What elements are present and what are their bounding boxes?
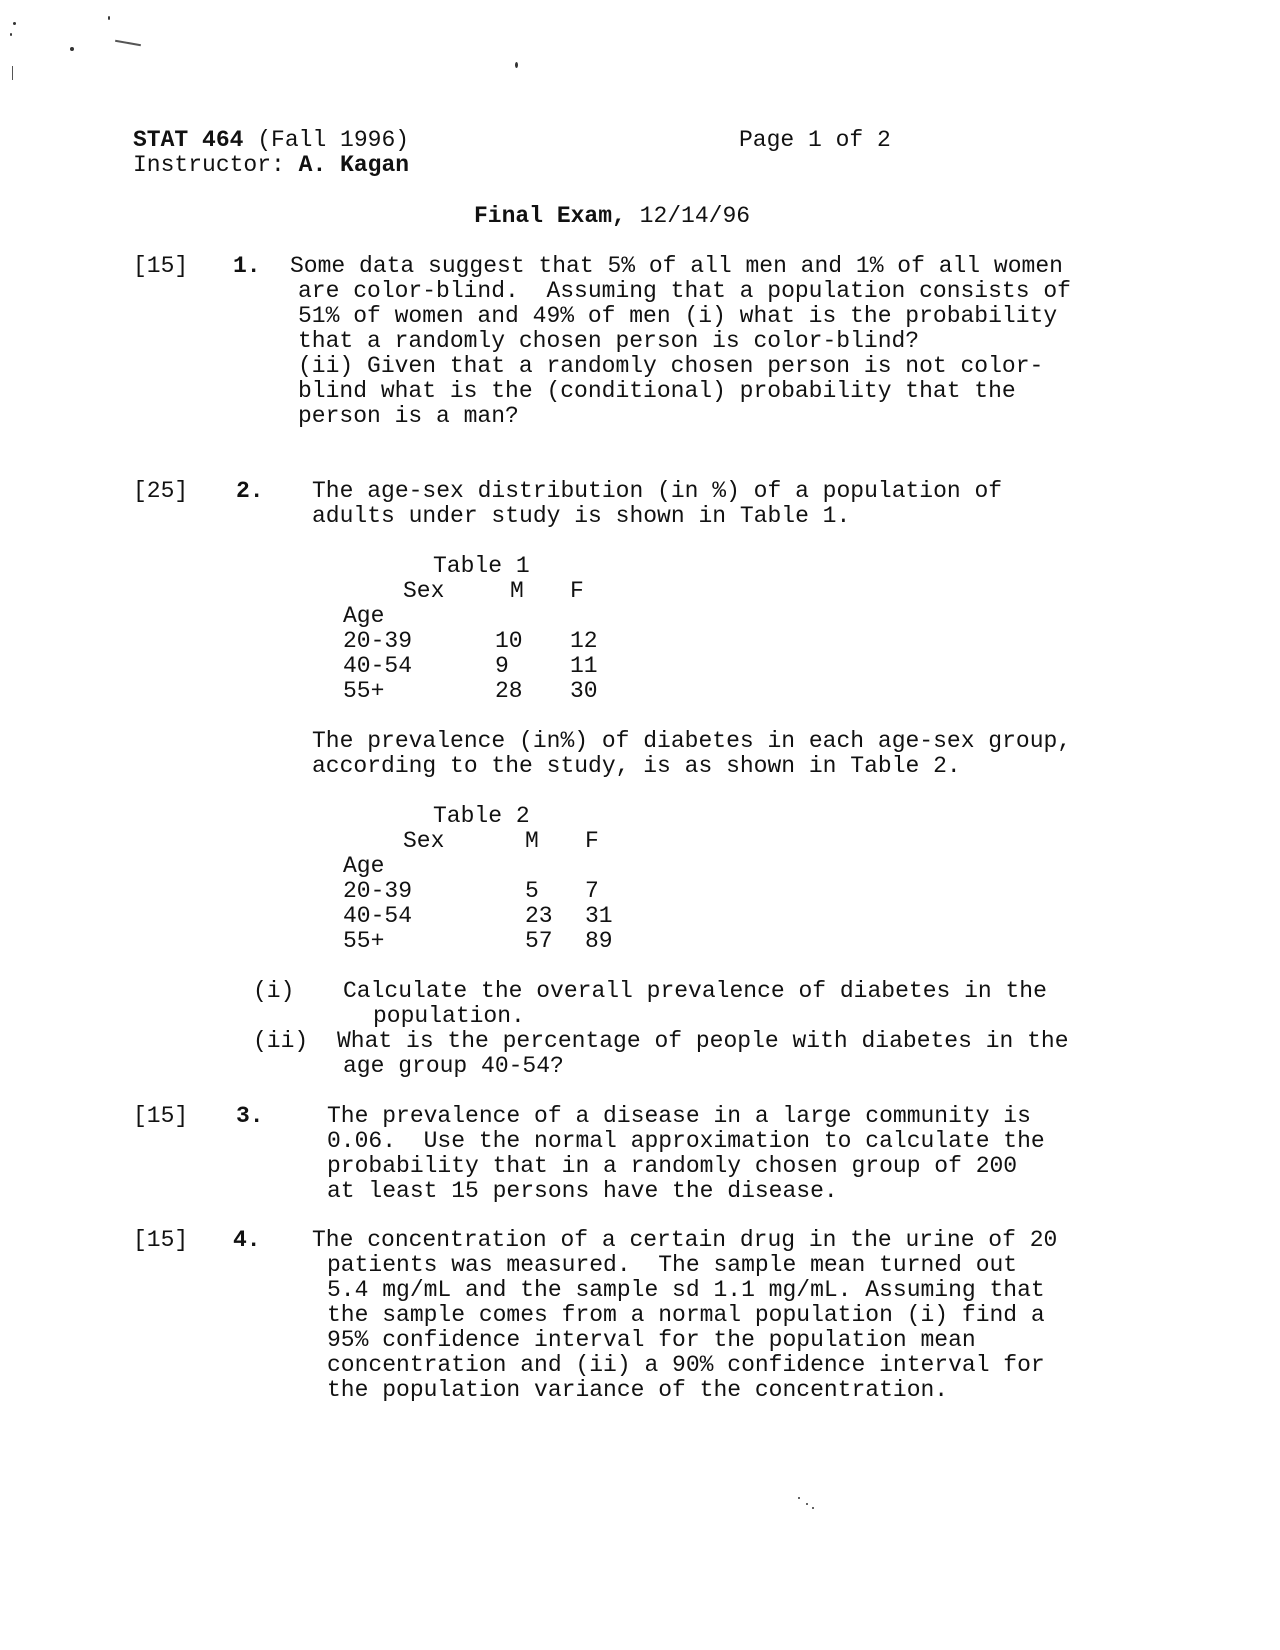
course-term: (Fall 1996) xyxy=(257,127,410,153)
instructor-name: A. Kagan xyxy=(298,152,410,178)
q1-line: are color-blind. Assuming that a population consists of xyxy=(298,278,1071,304)
table1-f: 12 xyxy=(570,628,598,654)
q4-number: 4. xyxy=(233,1227,261,1253)
table2-age: 20-39 xyxy=(343,878,413,904)
q1-line: that a randomly chosen person is color-blind? xyxy=(298,328,920,354)
q1-line: 51% of women and 49% of men (i) what is the probability xyxy=(298,303,1058,329)
q3-line: at least 15 persons have the disease. xyxy=(327,1178,838,1204)
q3-points: [15] xyxy=(133,1103,189,1129)
instructor-line xyxy=(133,153,409,178)
exam-title: Final Exam, xyxy=(474,203,626,229)
scan-speck xyxy=(70,47,74,51)
table1-m: 9 xyxy=(495,653,509,679)
q1-number: 1. xyxy=(233,253,261,279)
instructor-label: Instructor: xyxy=(133,152,285,178)
scan-speck xyxy=(798,1497,800,1499)
table1-title: Table 1 xyxy=(433,553,530,579)
table2-m: 57 xyxy=(525,928,553,954)
table1-age-label: Age xyxy=(343,603,385,629)
table2-age: 40-54 xyxy=(343,903,413,929)
q2-part-ii-line: age group 40-54? xyxy=(343,1053,564,1079)
table2-col-f: F xyxy=(585,828,599,854)
scan-mark xyxy=(12,66,13,80)
q3-line: probability that in a randomly chosen group of 200 xyxy=(327,1153,1018,1179)
table2-m: 23 xyxy=(525,903,553,929)
q2-middle-line: The prevalence (in%) of diabetes in each age-sex group, xyxy=(312,728,1072,754)
q4-line: 95% confidence interval for the population mean xyxy=(327,1327,976,1353)
scan-speck xyxy=(812,1507,814,1509)
q2-middle-line: according to the study, is as shown in Table 2. xyxy=(312,753,961,779)
scan-speck xyxy=(10,33,12,36)
q1-line: person is a man? xyxy=(298,403,519,429)
q3-number: 3. xyxy=(236,1103,264,1129)
table2-sex-label: Sex xyxy=(403,828,445,854)
table2-f: 7 xyxy=(585,878,599,904)
table2-age-label: Age xyxy=(343,853,385,879)
q2-part-ii-label: (ii) xyxy=(253,1028,309,1054)
table1-sex-label: Sex xyxy=(403,578,445,604)
q4-line: patients was measured. The sample mean turned out xyxy=(327,1252,1018,1278)
table2-age: 55+ xyxy=(343,928,385,954)
page-number: Page 1 of 2 xyxy=(739,127,891,153)
q2-part-ii-line: What is the percentage of people with diabetes in the xyxy=(337,1028,1069,1054)
scan-speck xyxy=(108,16,110,20)
q3-line: 0.06. Use the normal approximation to calculate the xyxy=(327,1128,1045,1154)
course-line xyxy=(133,128,409,153)
q1-points: [15] xyxy=(133,253,189,279)
course-code: STAT 464 xyxy=(133,127,244,153)
exam-date: 12/14/96 xyxy=(639,203,751,229)
table2-f: 31 xyxy=(585,903,613,929)
table1-f: 30 xyxy=(570,678,598,704)
q4-line: The concentration of a certain drug in the urine of 20 xyxy=(312,1227,1058,1253)
table1-m: 10 xyxy=(495,628,523,654)
exam-title-line xyxy=(474,204,750,229)
scan-speck xyxy=(13,22,16,25)
q2-part-i-label: (i) xyxy=(253,978,295,1004)
table1-f: 11 xyxy=(570,653,598,679)
scan-speck xyxy=(806,1503,808,1505)
table1-age: 40-54 xyxy=(343,653,413,679)
q2-points: [25] xyxy=(133,478,189,504)
q2-part-i-line: Calculate the overall prevalence of diabetes in the xyxy=(343,978,1047,1004)
q1-line: blind what is the (conditional) probability that the xyxy=(298,378,1016,404)
q4-line: the sample comes from a normal population (i) find a xyxy=(327,1302,1045,1328)
q2-intro-line: The age-sex distribution (in %) of a population of xyxy=(312,478,1003,504)
table1-col-m: M xyxy=(510,578,524,604)
table2-title: Table 2 xyxy=(433,803,530,829)
q4-line: 5.4 mg/mL and the sample sd 1.1 mg/mL. Assuming that xyxy=(327,1277,1045,1303)
q2-intro-line: adults under study is shown in Table 1. xyxy=(312,503,851,529)
table1-col-f: F xyxy=(570,578,584,604)
q2-number: 2. xyxy=(236,478,264,504)
table1-age: 20-39 xyxy=(343,628,413,654)
q1-line: Some data suggest that 5% of all men and 1% of all women xyxy=(290,253,1063,279)
q2-part-i-line: population. xyxy=(373,1003,525,1029)
table2-m: 5 xyxy=(525,878,539,904)
q4-line: concentration and (ii) a 90% confidence interval for xyxy=(327,1352,1045,1378)
table1-age: 55+ xyxy=(343,678,385,704)
table2-col-m: M xyxy=(525,828,539,854)
q4-points: [15] xyxy=(133,1227,189,1253)
q1-line: (ii) Given that a randomly chosen person is not color- xyxy=(298,353,1044,379)
table1-m: 28 xyxy=(495,678,523,704)
scan-speck xyxy=(515,62,518,68)
q3-line: The prevalence of a disease in a large community is xyxy=(327,1103,1031,1129)
table2-f: 89 xyxy=(585,928,613,954)
scan-mark xyxy=(115,40,141,46)
q4-line: the population variance of the concentration. xyxy=(327,1377,949,1403)
